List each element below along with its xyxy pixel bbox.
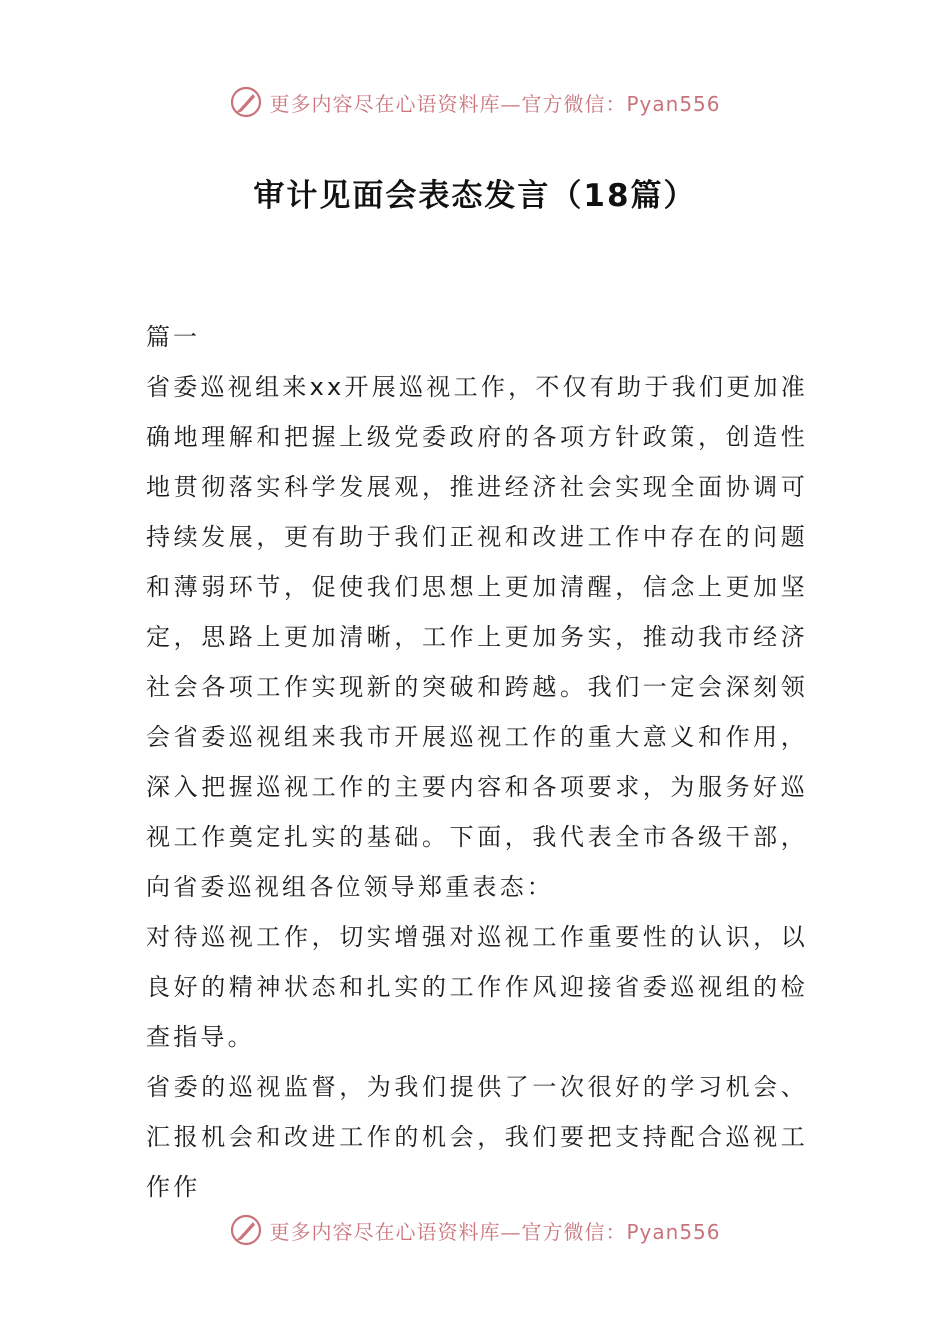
quill-logo-icon (229, 1213, 263, 1247)
paragraph-1: 省委巡视组来xx开展巡视工作，不仅有助于我们更加准确地理解和把握上级党委政府的各项方针政策，创造性地贯彻落实科学发展观，推进经济社会实现全面协调可持续发展，更有助于我们正视和改进工作中存在的问题和薄弱环节，促使我们思想上更加清醒，信念上更加坚定，思路上更加清晰，工作上更加务实，推动我市经济社会各项工作实现新的突破和跨越。我们一定会深刻领会省委巡视组来我市开展巡视工作的重大意义和作用，深入把握巡视工作的主要内容和各项要求，为服务好巡视工作奠定扎实的基础。下面，我代表全市各级干部，向省委巡视组各位领导郑重表态： (146, 373, 808, 901)
wechat-id: Pyan556 (626, 91, 721, 116)
banner-text: 更多内容尽在心语资料库—官方微信：Pyan556 (269, 1219, 721, 1244)
wechat-id: Pyan556 (626, 1219, 721, 1244)
paragraph-3: 省委的巡视监督，为我们提供了一次很好的学习机会、汇报机会和改进工作的机会，我们要把支持配合巡视工作作 (146, 1073, 808, 1201)
section-label: 篇一 (146, 323, 200, 351)
paragraph-2: 对待巡视工作，切实增强对巡视工作重要性的认识，以良好的精神状态和扎实的工作作风迎接省委巡视组的检查指导。 (146, 923, 808, 1051)
document-body (146, 312, 808, 1212)
quill-logo-icon (229, 85, 263, 119)
document-title: 审计见面会表态发言（18篇） (253, 178, 697, 214)
header-watermark-banner (0, 80, 950, 124)
banner-text: 更多内容尽在心语资料库—官方微信：Pyan556 (269, 91, 721, 116)
footer-watermark-banner (0, 1208, 950, 1252)
